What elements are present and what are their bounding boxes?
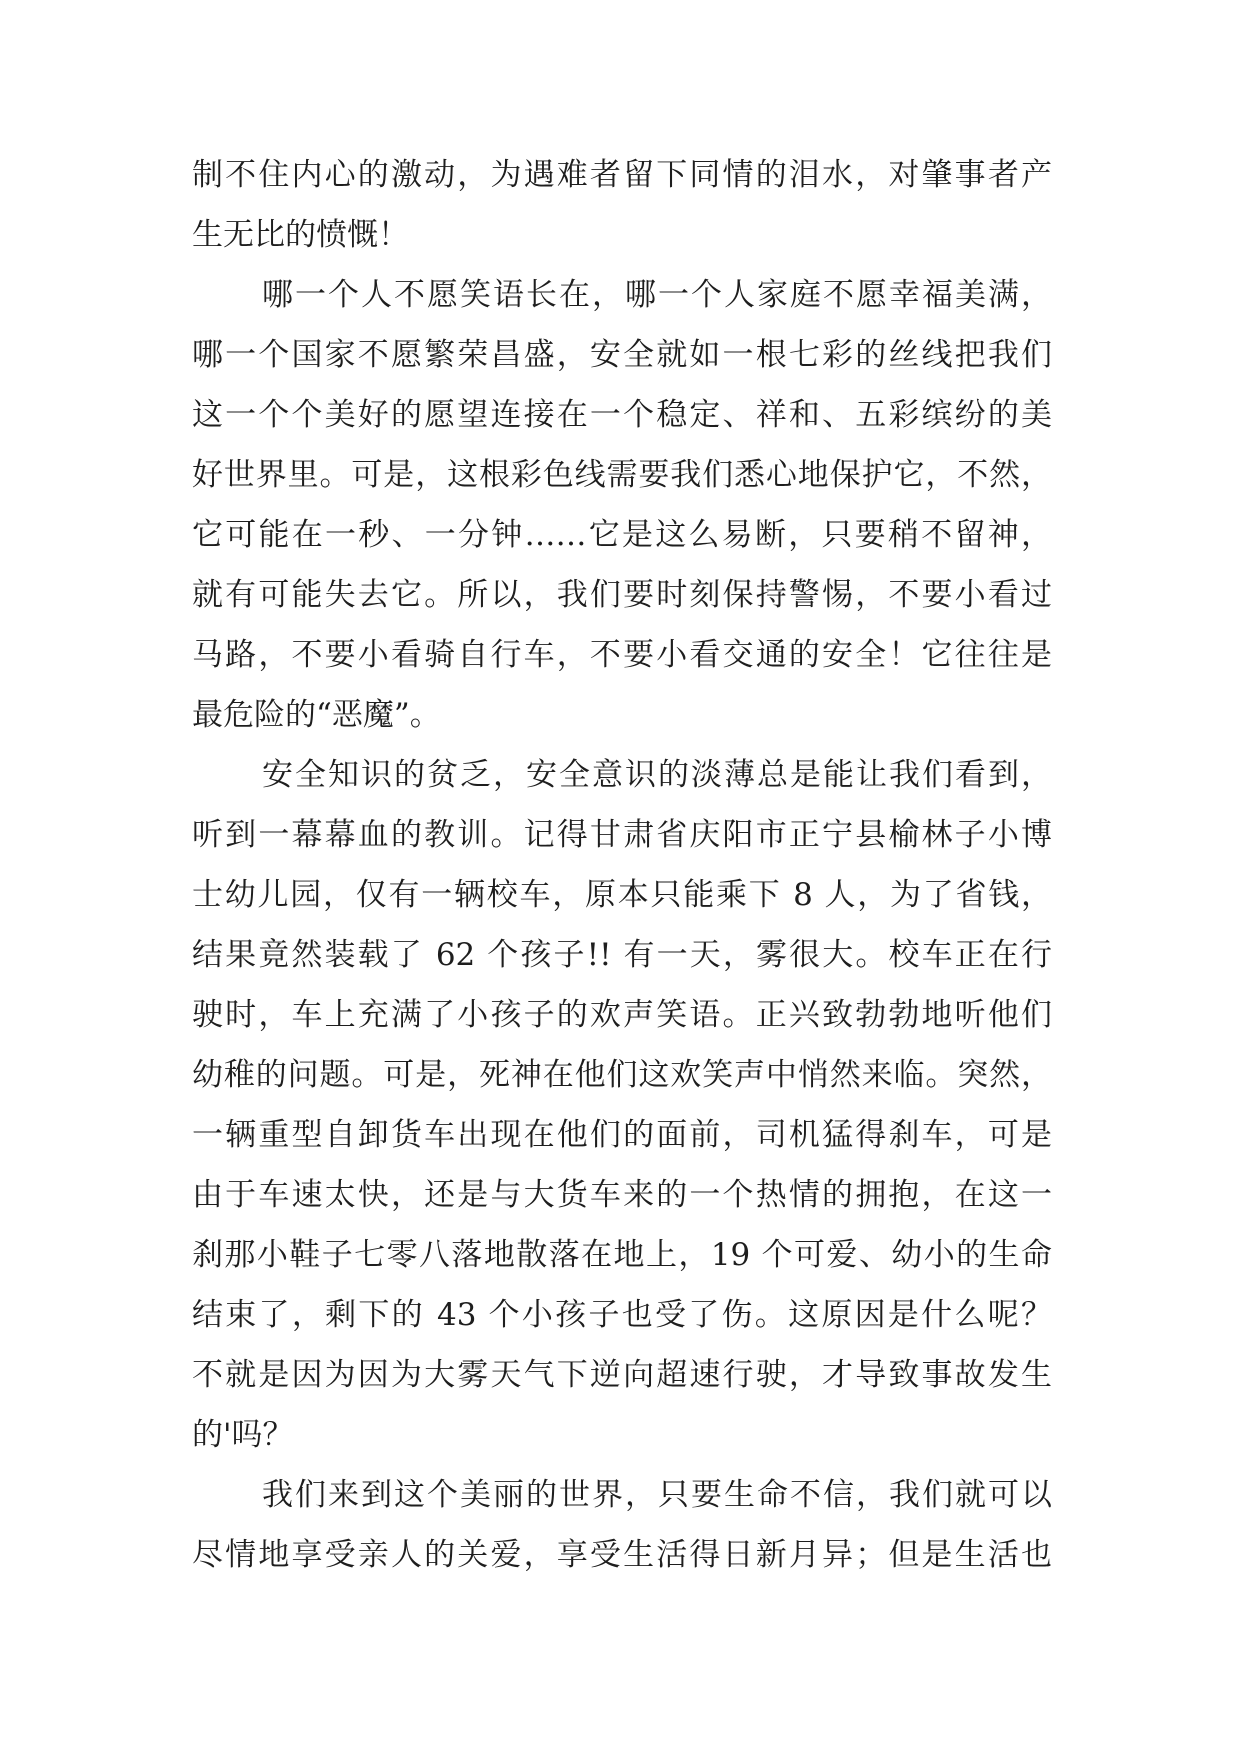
text-line: 士幼儿园，仅有一辆校车，原本只能乘下 8 人，为了省钱， [192, 877, 1052, 913]
text-line: 制不住内心的激动，为遇难者留下同情的泪水，对肇事者产 [192, 157, 1052, 193]
text-line: 最危险的“恶魔”。 [192, 697, 441, 733]
text-line: 好世界里。可是，这根彩色线需要我们悉心地保护它，不然， [192, 457, 1052, 493]
text-line: 驶时，车上充满了小孩子的欢声笑语。正兴致勃勃地听他们 [192, 997, 1052, 1033]
paragraph-first-line: 我们来到这个美丽的世界，只要生命不信，我们就可以 [262, 1477, 1052, 1513]
text-line: 听到一幕幕血的教训。记得甘肃省庆阳市正宁县榆林子小博 [192, 817, 1052, 853]
text-line: 这一个个美好的愿望连接在一个稳定、祥和、五彩缤纷的美 [192, 397, 1052, 433]
text-line: 结果竟然装载了 62 个孩子!! 有一天，雾很大。校车正在行 [192, 937, 1052, 973]
text-line: 哪一个国家不愿繁荣昌盛，安全就如一根七彩的丝线把我们 [192, 337, 1052, 373]
text-line: 的'吗？ [192, 1417, 294, 1453]
text-line: 它可能在一秒、一分钟……它是这么易断，只要稍不留神， [192, 517, 1052, 553]
text-line: 刹那小鞋子七零八落地散落在地上，19 个可爱、幼小的生命 [192, 1237, 1052, 1273]
text-line: 由于车速太快，还是与大货车来的一个热情的拥抱，在这一 [192, 1177, 1052, 1213]
text-line: 结束了，剩下的 43 个小孩子也受了伤。这原因是什么呢？ [192, 1297, 1052, 1333]
text-line: 幼稚的问题。可是，死神在他们这欢笑声中悄然来临。突然， [192, 1057, 1052, 1093]
paragraph-first-line: 哪一个人不愿笑语长在，哪一个人家庭不愿幸福美满， [262, 277, 1052, 313]
paragraph-first-line: 安全知识的贫乏，安全意识的淡薄总是能让我们看到， [262, 757, 1052, 793]
text-line: 一辆重型自卸货车出现在他们的面前，司机猛得刹车，可是 [192, 1117, 1052, 1153]
text-line: 不就是因为因为大雾天气下逆向超速行驶，才导致事故发生 [192, 1357, 1052, 1393]
text-line: 就有可能失去它。所以，我们要时刻保持警惕，不要小看过 [192, 577, 1052, 613]
text-line: 生无比的愤慨！ [192, 217, 409, 253]
text-line: 马路，不要小看骑自行车，不要小看交通的安全！它往往是 [192, 637, 1052, 673]
text-line: 尽情地享受亲人的关爱，享受生活得日新月异；但是生活也 [192, 1537, 1052, 1573]
